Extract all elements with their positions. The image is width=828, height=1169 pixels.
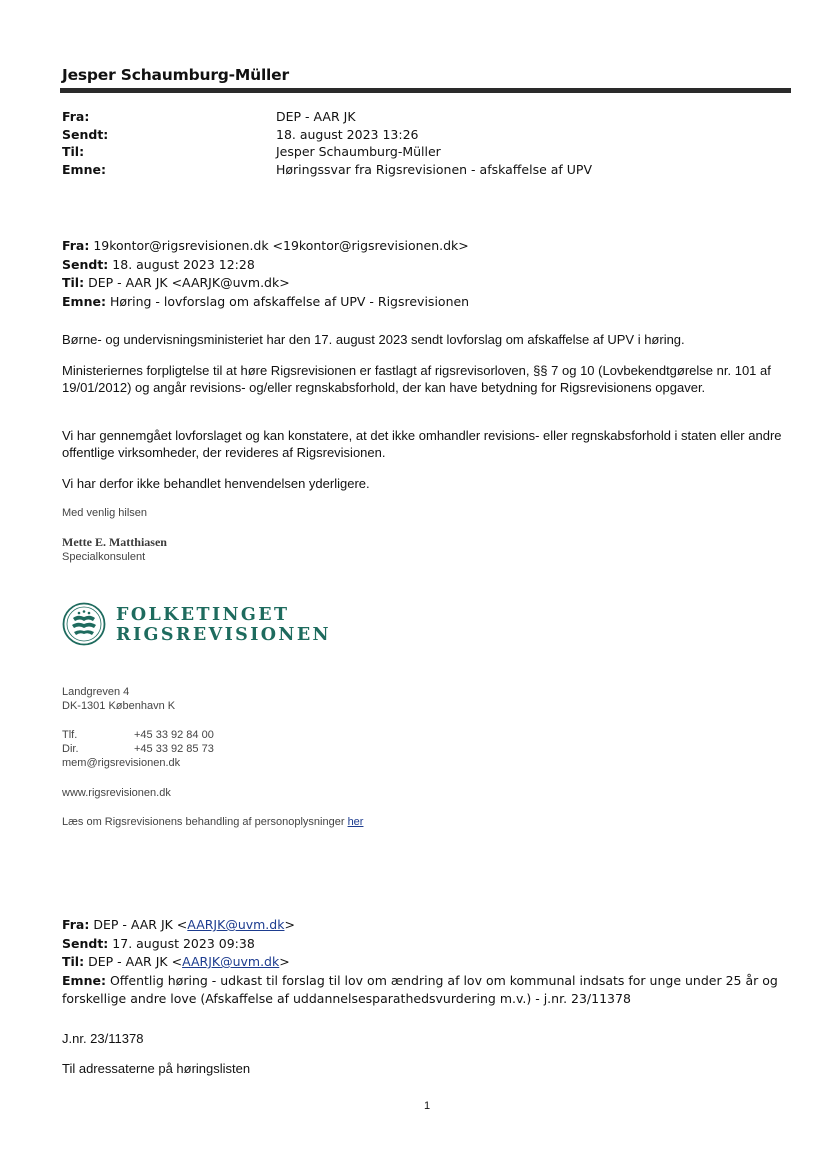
- fwd2-to-line: [62, 953, 802, 972]
- email-header-fields: [62, 108, 762, 178]
- fwd1-subject-value: Høring - lovforslag om afskaffelse af UPV - Rigsrevisionen: [109, 293, 470, 309]
- privacy-notice: [62, 815, 363, 829]
- fwd1-from-label: Fra:: [62, 238, 90, 253]
- header-row-to: [62, 143, 762, 161]
- header-row-sent: [62, 126, 762, 144]
- fwd2-from-prefix: DEP - AAR JK <: [93, 917, 188, 932]
- phone-block: [62, 728, 214, 770]
- fwd1-from-value: 19kontor@rigsrevisionen.dk <19kontor@rigsrevisionen.dk>: [93, 238, 469, 253]
- page-number: 1: [424, 1100, 431, 1112]
- sent-label: Sendt:: [62, 126, 109, 142]
- signature-title: Specialkonsulent: [62, 551, 146, 563]
- subject-label: Emne:: [62, 161, 106, 177]
- website: www.rigsrevisionen.dk: [62, 787, 171, 799]
- fwd1-to-label: Til:: [62, 275, 85, 290]
- header-row-from: [62, 108, 762, 126]
- body-paragraph-3: Vi har gennemgået lovforslaget og kan konstatere, at det ikke omhandler revisions- eller regnskabsforhold i staten eller andre offentlige virksomheder, der revideres af Rigsrevisionen.: [62, 428, 782, 460]
- fwd1-sent-label: Sendt:: [62, 256, 109, 272]
- address-city: DK-1301 København K: [62, 700, 176, 712]
- phone-row: [62, 728, 214, 742]
- fwd2-from-suffix: >: [284, 917, 295, 932]
- fwd1-subject-label: Emne:: [62, 293, 106, 309]
- fwd2-from-line: [62, 916, 802, 935]
- subject-value: Høringssvar fra Rigsrevisionen - afskaffelse af UPV: [276, 161, 593, 177]
- fwd2-to-label: Til:: [62, 954, 85, 969]
- fwd1-to-line: [62, 274, 802, 293]
- body-paragraph-2: Ministeriernes forpligtelse til at høre Rigsrevisionen er fastlagt af rigsrevisorloven, §§ 7 og 10 (Lovbekendtgørelse nr. 101 af 19/01/2012) og angår revisions- og/eller regnskabsforhold, der kan have betydning for Rigsrevisionens opgaver.: [62, 363, 771, 395]
- sender-name-heading: Jesper Schaumburg-Müller: [62, 66, 289, 84]
- fwd2-to-suffix: >: [279, 954, 290, 969]
- postal-address: [62, 685, 175, 713]
- direct-phone-row: [62, 742, 214, 756]
- greeting: Med venlig hilsen: [62, 507, 147, 519]
- fwd2-subject-value: Offentlig høring - udkast til forslag til lov om ændring af lov om kommunal indsats for unge under 25 år og forskellige andre love (Afskaffelse af uddannelsesparathedsvurdering m.v.) - j.nr. 23/11378: [62, 972, 778, 1006]
- direct-phone-value: +45 33 92 85 73: [134, 743, 214, 755]
- body-paragraph-1: Børne- og undervisningsministeriet har den 17. august 2023 sendt lovforslag om afskaffelse af UPV i høring.: [62, 332, 685, 347]
- address-street: Landgreven 4: [62, 686, 130, 698]
- addressees-line: Til adressaterne på høringslisten: [62, 1061, 251, 1076]
- fwd2-sent-value: 17. august 2023 09:38: [112, 935, 255, 951]
- sent-value: 18. august 2023 13:26: [276, 126, 419, 142]
- from-label: Fra:: [62, 109, 90, 124]
- fwd1-to-value: DEP - AAR JK <AARJK@uvm.dk>: [88, 275, 290, 290]
- direct-phone-label: Dir.: [62, 743, 79, 755]
- fwd1-subject-line: [62, 293, 802, 312]
- privacy-text: Læs om Rigsrevisionens behandling af personoplysninger: [62, 816, 345, 828]
- forwarded-header-1: [62, 237, 802, 311]
- forwarded-header-2: [62, 916, 802, 1009]
- header-divider: [60, 88, 791, 93]
- fwd2-sent-line: [62, 935, 802, 954]
- fwd2-sent-label: Sendt:: [62, 935, 109, 951]
- to-value: Jesper Schaumburg-Müller: [276, 144, 441, 159]
- to-label: Til:: [62, 144, 85, 159]
- phone-label: Tlf.: [62, 729, 78, 741]
- logo-text-folketinget: FOLKETINGET: [116, 605, 290, 625]
- phone-value: +45 33 92 84 00: [134, 729, 214, 741]
- signature-name: Mette E. Matthiasen: [62, 535, 167, 549]
- fwd2-subject-line: [62, 972, 802, 1009]
- fwd2-to-email-link[interactable]: AARJK@uvm.dk: [182, 954, 280, 969]
- rigsrevisionen-seal-icon: [62, 602, 106, 646]
- header-row-subject: [62, 161, 762, 179]
- body-paragraph-4: Vi har derfor ikke behandlet henvendelsen yderligere.: [62, 476, 370, 491]
- contact-email: mem@rigsrevisionen.dk: [62, 757, 181, 769]
- privacy-link[interactable]: her: [347, 816, 364, 828]
- logo-text-rigsrevisionen: RIGSREVISIONEN: [116, 625, 331, 645]
- fwd2-from-email-link[interactable]: AARJK@uvm.dk: [187, 917, 285, 932]
- from-value: DEP - AAR JK: [276, 109, 356, 124]
- fwd2-to-prefix: DEP - AAR JK <: [88, 954, 183, 969]
- fwd1-sent-line: [62, 256, 802, 275]
- fwd1-sent-value: 18. august 2023 12:28: [112, 256, 255, 272]
- case-number: J.nr. 23/11378: [62, 1031, 144, 1046]
- fwd2-subject-label: Emne:: [62, 972, 106, 988]
- fwd2-from-label: Fra:: [62, 917, 90, 932]
- fwd1-from-line: [62, 237, 802, 256]
